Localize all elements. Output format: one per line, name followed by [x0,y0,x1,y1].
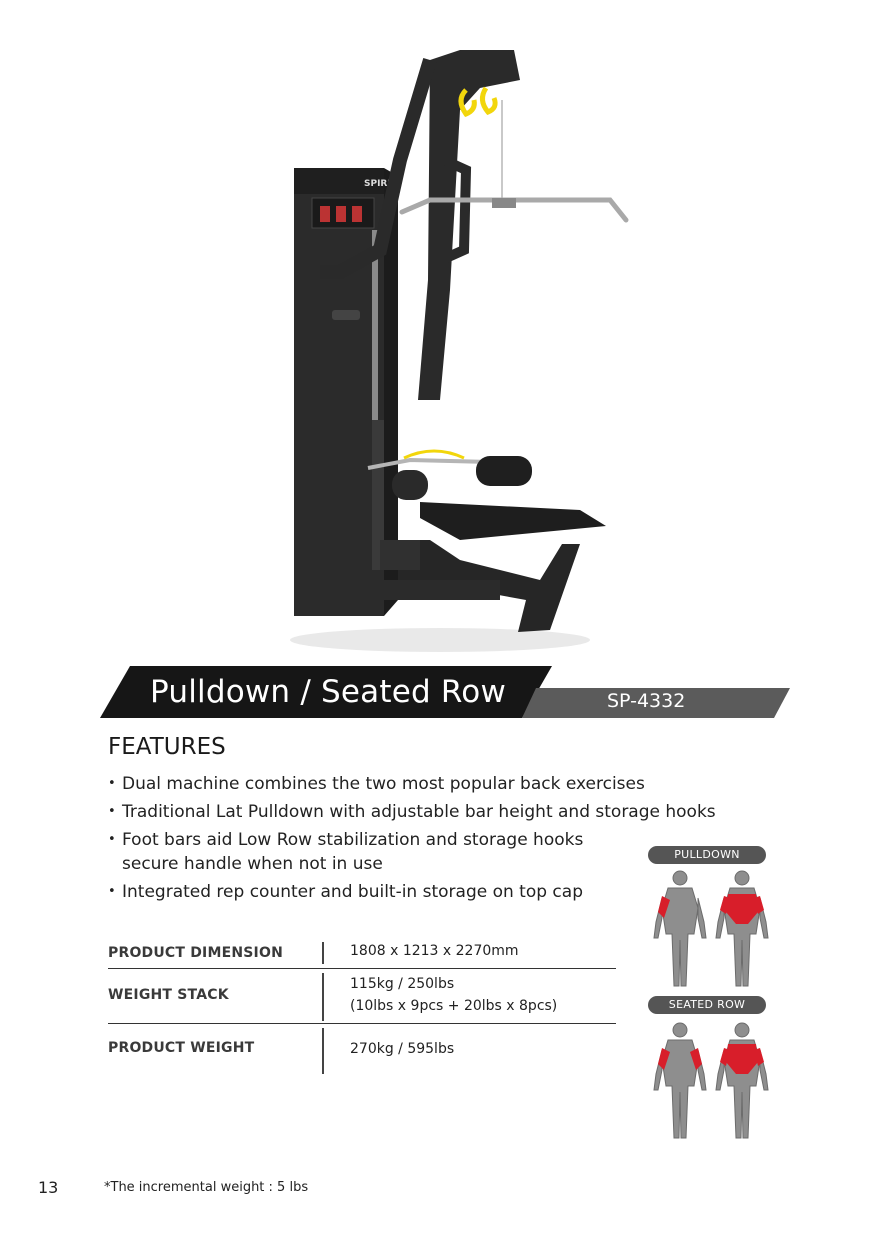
product-code: SP-4332 [607,690,686,712]
footnote: *The incremental weight : 5 lbs [104,1180,309,1195]
spec-value: 270kg / 595lbs [350,1041,455,1057]
muscle-diagrams [640,844,780,1144]
spec-row-dimension [108,938,616,969]
spec-label: PRODUCT WEIGHT [108,1040,255,1056]
product-image [280,40,640,660]
spec-value: 1808 x 1213 x 2270mm [350,943,519,959]
spec-label: PRODUCT DIMENSION [108,945,283,961]
spec-value: 115kg / 250lbs [350,976,455,992]
spec-value: (10lbs x 9pcs + 20lbs x 8pcs) [350,998,558,1014]
brand-logo: SPIRIT [364,179,397,189]
pulldown-machine-illustration [280,40,640,660]
product-title-band [100,666,552,718]
spec-row-product-weight [108,1024,616,1078]
feature-item: • Foot bars aid Low Row stabilization and storage hooks secure handle when not in use [108,828,592,876]
spec-divider [322,973,324,1021]
muscle-figure-icon [648,1020,772,1140]
seated-row-label: SEATED ROW [648,996,766,1014]
spec-divider [322,1028,324,1074]
features-list [108,772,728,908]
feature-item: • Integrated rep counter and built-in storage on top cap [108,880,728,904]
spec-label: WEIGHT STACK [108,987,229,1003]
spec-row-weight-stack [108,969,616,1024]
muscle-figure-icon [648,868,772,988]
feature-item: • Dual machine combines the two most popular back exercises [108,772,728,796]
specs-table [108,938,616,1078]
spec-divider [322,942,324,964]
product-code-band [522,688,790,718]
pulldown-label: PULLDOWN [648,846,766,864]
feature-item: • Traditional Lat Pulldown with adjustable bar height and storage hooks [108,800,728,824]
features-heading: FEATURES [108,734,226,760]
product-title: Pulldown / Seated Row [150,674,506,710]
page-number: 13 [38,1178,59,1197]
